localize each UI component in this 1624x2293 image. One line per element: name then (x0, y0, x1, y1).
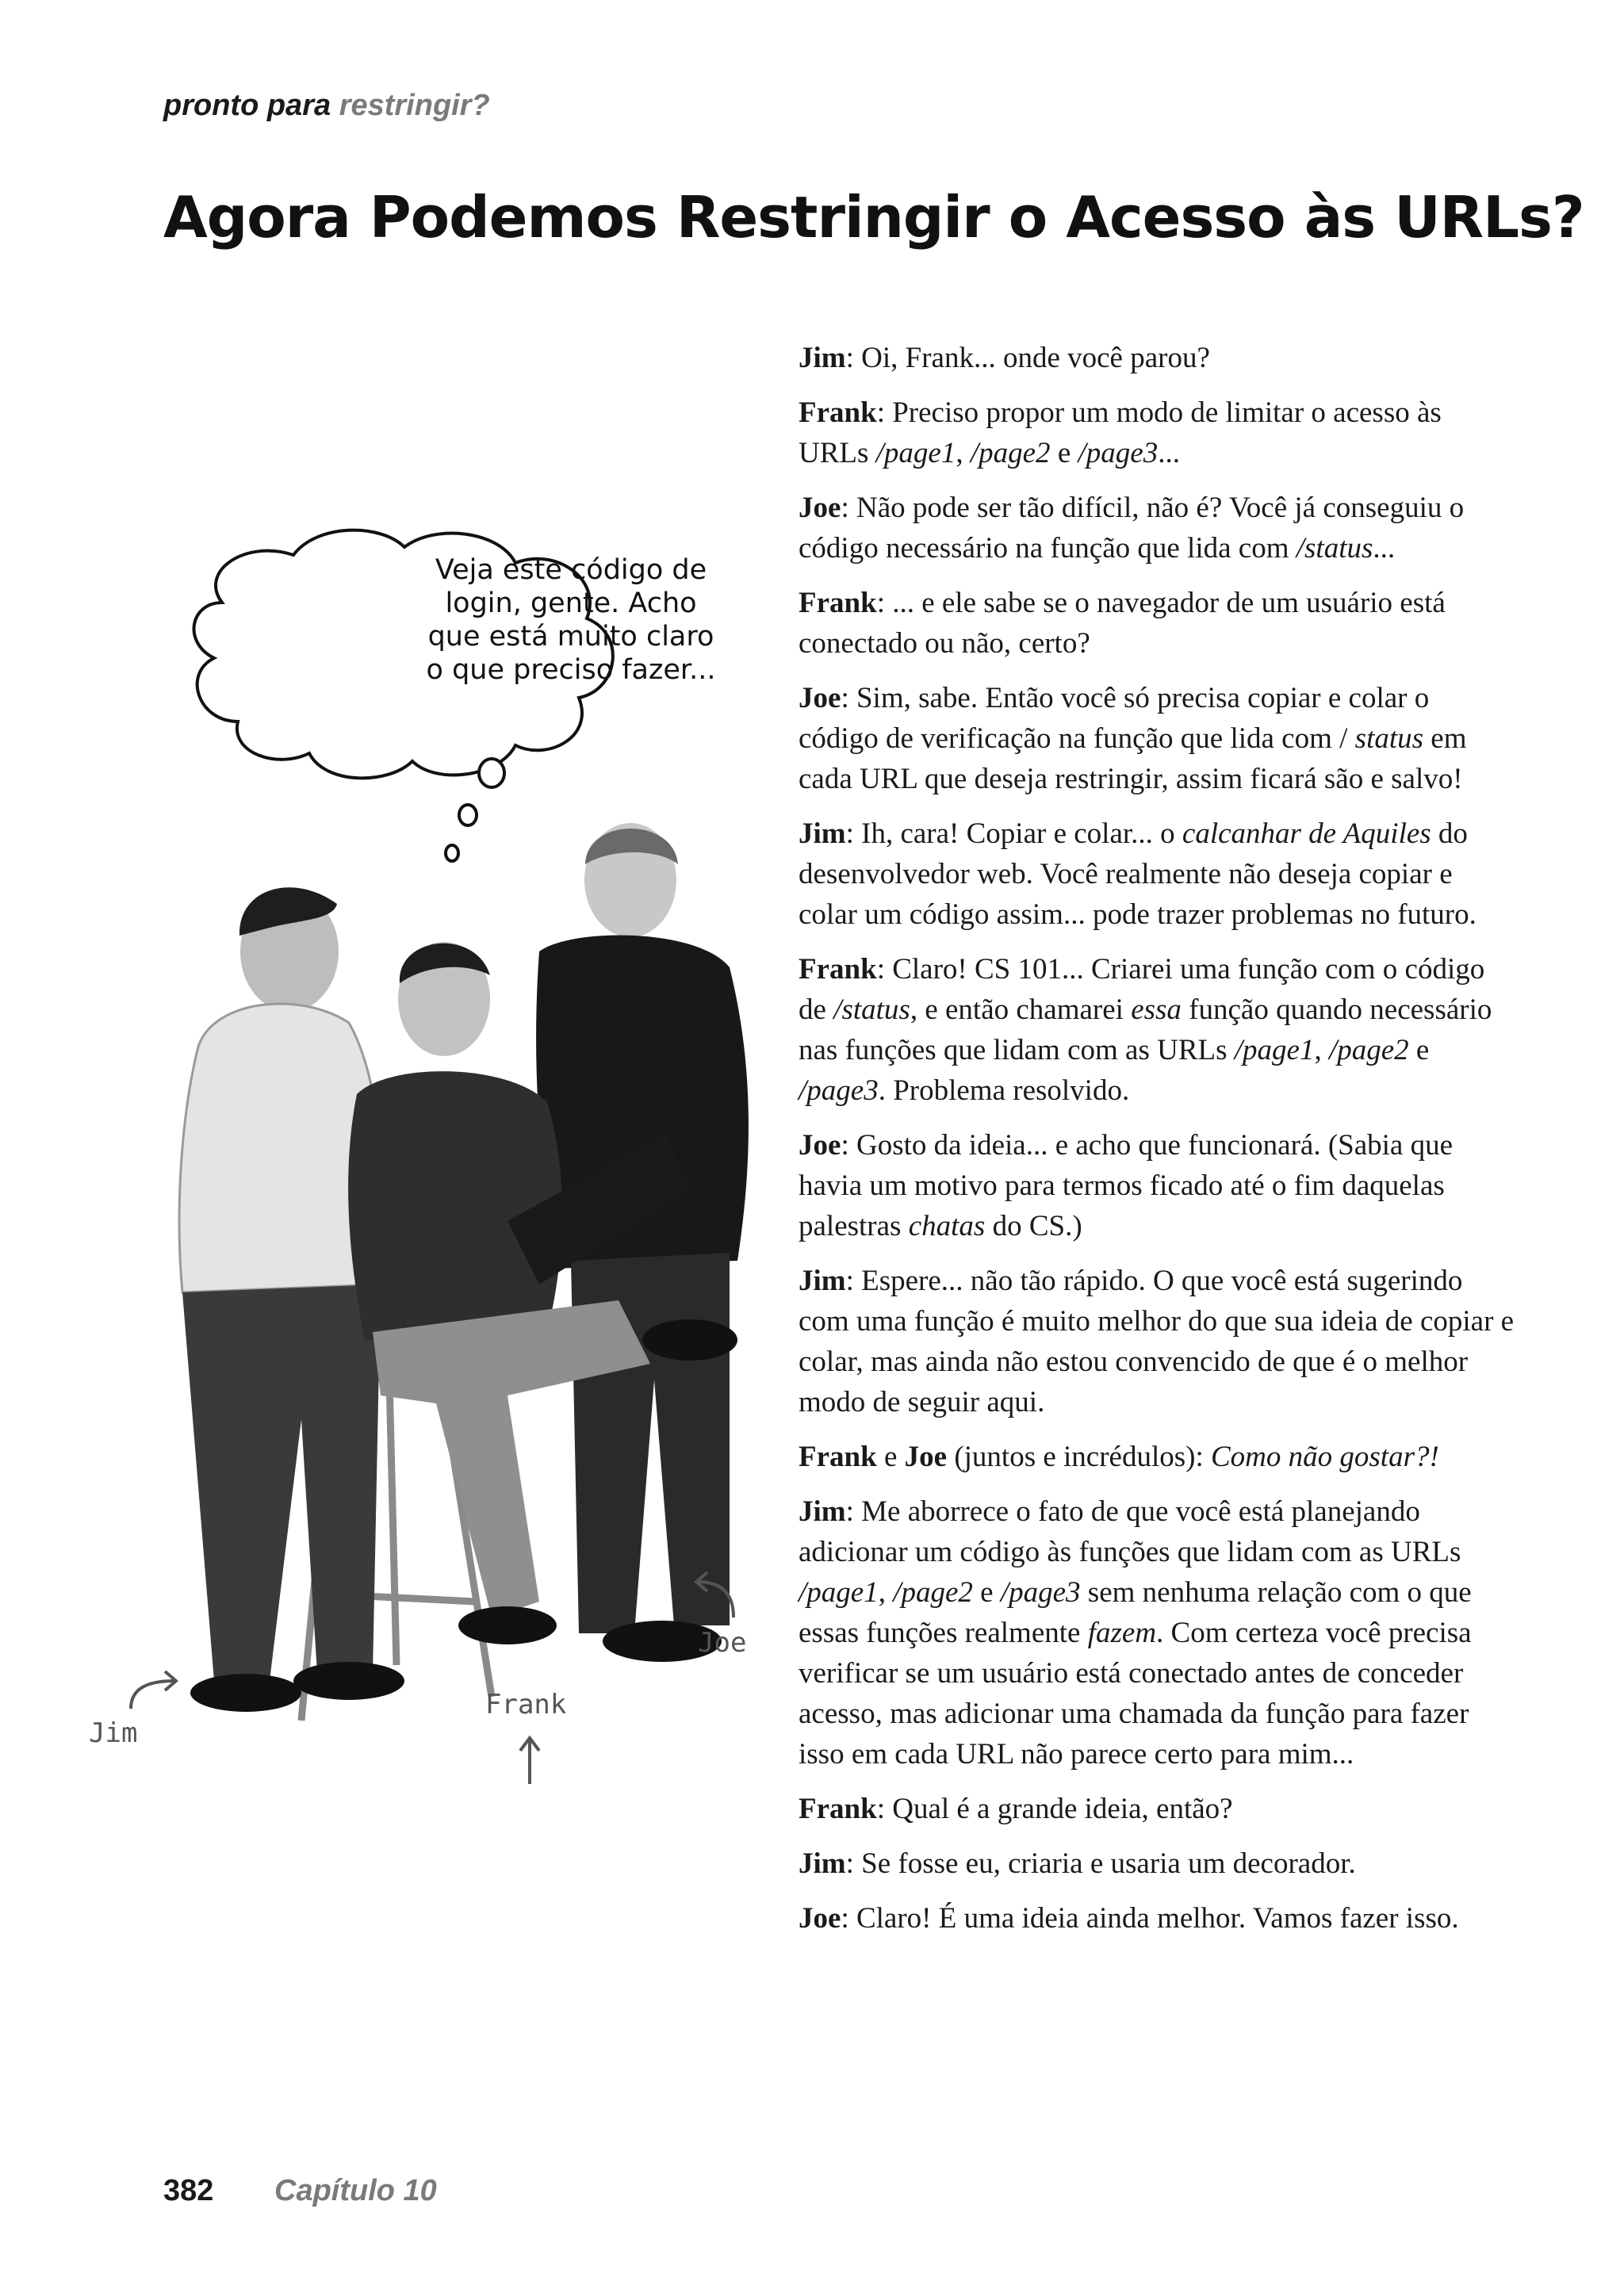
speaker-name: Frank (799, 587, 877, 619)
speaker-name: Jim (799, 1265, 846, 1297)
dialogue-text: /page1 (875, 437, 956, 469)
dialogue-text: : Gosto da ideia... e acho que funcionará. (Sabia que havia um motivo para termos ficado até o fim daquelas palestras (799, 1129, 1454, 1242)
dialogue-text: : Qual é a grande ideia, então? (876, 1793, 1233, 1825)
dialogue-text: /page3 (1078, 437, 1159, 469)
dialogue-text: : Claro! CS 101... Criarei uma função com o código de (799, 953, 1485, 1026)
dialogue-text: /page2 (970, 437, 1051, 469)
dialogue-paragraph (799, 1437, 1516, 1477)
dialogue-text: : Oi, Frank... onde você parou? (845, 342, 1210, 374)
dialogue-paragraph (799, 583, 1516, 664)
dialogue-text: /status (1296, 532, 1373, 565)
frank-shirt (348, 1071, 562, 1340)
dialogue-text: : Se fosse eu, criaria e usaria um decorador. (845, 1847, 1356, 1880)
speaker-name: Frank (799, 396, 877, 429)
bubble-line: o que preciso fazer... (426, 654, 716, 686)
dialogue-paragraph (799, 1491, 1516, 1774)
dialogue-text: : Me aborrece o fato de que você está planejando adicionar um código às funções que lidam com as URLs (799, 1495, 1461, 1568)
dialogue-text: : Espere... não tão rápido. O que você está sugerindo com uma função é muito melhor do que sua ideia de copiar e colar, mas ainda não estou convencido de que é o melhor modo de seguir aqui. (799, 1265, 1515, 1418)
dialogue-text: : ... e ele sabe se o navegador de um usuário está conectado ou não, certo? (799, 587, 1446, 660)
speaker-name: Jim (799, 1847, 846, 1880)
dialogue-text: essa (1131, 993, 1182, 1026)
speaker-name: Joe (904, 1441, 948, 1473)
dialogue-paragraph (799, 1898, 1516, 1939)
dialogue-text: e (972, 1576, 1001, 1609)
label-frank: Frank (485, 1689, 567, 1721)
dialogue-text: calcanhar de Aquiles (1182, 817, 1431, 850)
dialogue-text: , (878, 1576, 894, 1609)
dialogue-text: /page3 (1000, 1576, 1081, 1609)
dialogue-text: função quando necessário nas funções que lidam com as URLs (799, 993, 1492, 1066)
thought-dot-medium (459, 805, 477, 825)
dialogue-paragraph (799, 813, 1516, 935)
speaker-name: Joe (799, 1129, 841, 1162)
dialogue-text: /page3 (799, 1074, 879, 1107)
jim-shoe-left (190, 1674, 301, 1712)
label-joe: Joe (698, 1627, 747, 1659)
bubble-line: Veja este código de (435, 554, 707, 586)
running-head (163, 89, 490, 123)
dialogue-text: /page2 (1328, 1034, 1409, 1066)
dialogue-text: chatas (908, 1210, 986, 1242)
jim-shoe-right (293, 1662, 404, 1700)
dialogue-text: do CS.) (985, 1210, 1082, 1242)
jim-arrow (131, 1681, 174, 1709)
dialogue-text: ... (1158, 437, 1180, 469)
speaker-name: Frank (799, 1793, 877, 1825)
dialogue-text: /page1 (799, 1576, 879, 1609)
dialogue-text: : Não pode ser tão difícil, não é? Você já conseguiu o código necessário na função que lida com (799, 492, 1465, 565)
speaker-name: Frank (799, 1441, 877, 1473)
thought-bubble-text (404, 553, 737, 687)
dialogue-text: : Preciso propor um modo de limitar o acesso às URLs (799, 396, 1442, 469)
dialogue-text: . Problema resolvido. (878, 1074, 1130, 1107)
running-head-prefix: pronto para (163, 89, 331, 122)
dialogue-text: /page2 (893, 1576, 973, 1609)
running-head-accent: restringir? (339, 89, 490, 122)
dialogue-paragraph (799, 1789, 1516, 1829)
dialogue-text: Como não gostar?! (1211, 1441, 1439, 1473)
dialogue-text: . Com certeza você precisa verificar se um usuário está conectado antes de conceder acesso, mas adicionar uma chamada da função para fazer isso em cada URL não parece certo para mim... (799, 1617, 1472, 1770)
chapter-label: Capítulo 10 (274, 2174, 437, 2207)
speaker-name: Jim (799, 817, 846, 850)
dialogue-text: : Sim, sabe. Então você só precisa copiar e colar o código de verificação na função que lida com / (799, 682, 1430, 755)
speaker-name: Joe (799, 492, 841, 524)
dialogue-paragraph (799, 1261, 1516, 1422)
dialogue-text: e (1408, 1034, 1430, 1066)
dialogue-text: (juntos e incrédulos): (947, 1441, 1211, 1473)
speaker-name: Joe (799, 1902, 841, 1935)
dialogue-text: status (1354, 722, 1424, 755)
frank-shoe-right (642, 1319, 737, 1361)
speaker-name: Jim (799, 1495, 846, 1528)
speaker-name: Joe (799, 682, 841, 714)
dialogue-text: /page1 (1234, 1034, 1315, 1066)
speaker-name: Jim (799, 342, 846, 374)
page-number: 382 (163, 2174, 214, 2207)
dialogue-text: , e então chamarei (910, 993, 1132, 1026)
dialogue-paragraph (799, 338, 1516, 378)
dialogue-text: ... (1373, 532, 1396, 565)
dialogue-text: e (1050, 437, 1078, 469)
dialogue-paragraph (799, 1125, 1516, 1246)
dialogue-text: sem nenhuma relação com o que essas funções realmente (799, 1576, 1472, 1649)
dialogue-text: /status (833, 993, 910, 1026)
dialogue-paragraph (799, 488, 1516, 568)
thought-dot-small (446, 845, 458, 861)
dialogue-text: : Claro! É uma ideia ainda melhor. Vamos fazer isso. (841, 1902, 1459, 1935)
bubble-line: login, gente. Acho (445, 588, 697, 619)
dialogue-text: do desenvolvedor web. Você realmente não deseja copiar e colar um código assim... pode trazer problemas no futuro. (799, 817, 1477, 931)
thought-dot-large (479, 759, 504, 787)
dialogue-text: , (1314, 1034, 1329, 1066)
dialogue-column (799, 338, 1516, 1953)
speaker-name: Frank (799, 953, 877, 986)
dialogue-text: em cada URL que deseja restringir, assim ficará são e salvo! (799, 722, 1467, 795)
dialogue-paragraph (799, 678, 1516, 799)
jim-pants (182, 1284, 381, 1681)
dialogue-text: e (876, 1441, 905, 1473)
dialogue-paragraph (799, 949, 1516, 1111)
dialogue-paragraph (799, 392, 1516, 473)
frank-shoe-left (458, 1606, 557, 1644)
dialogue-text: : Ih, cara! Copiar e colar... o (845, 817, 1182, 850)
dialogue-text: fazem (1087, 1617, 1157, 1649)
page-title: Agora Podemos Restringir o Acesso às URLs? (163, 184, 1584, 251)
dialogue-paragraph (799, 1843, 1516, 1884)
dialogue-text: , (956, 437, 971, 469)
three-developers-illustration (63, 507, 777, 1808)
label-jim: Jim (89, 1717, 138, 1749)
bubble-line: que está muito claro (427, 621, 714, 653)
